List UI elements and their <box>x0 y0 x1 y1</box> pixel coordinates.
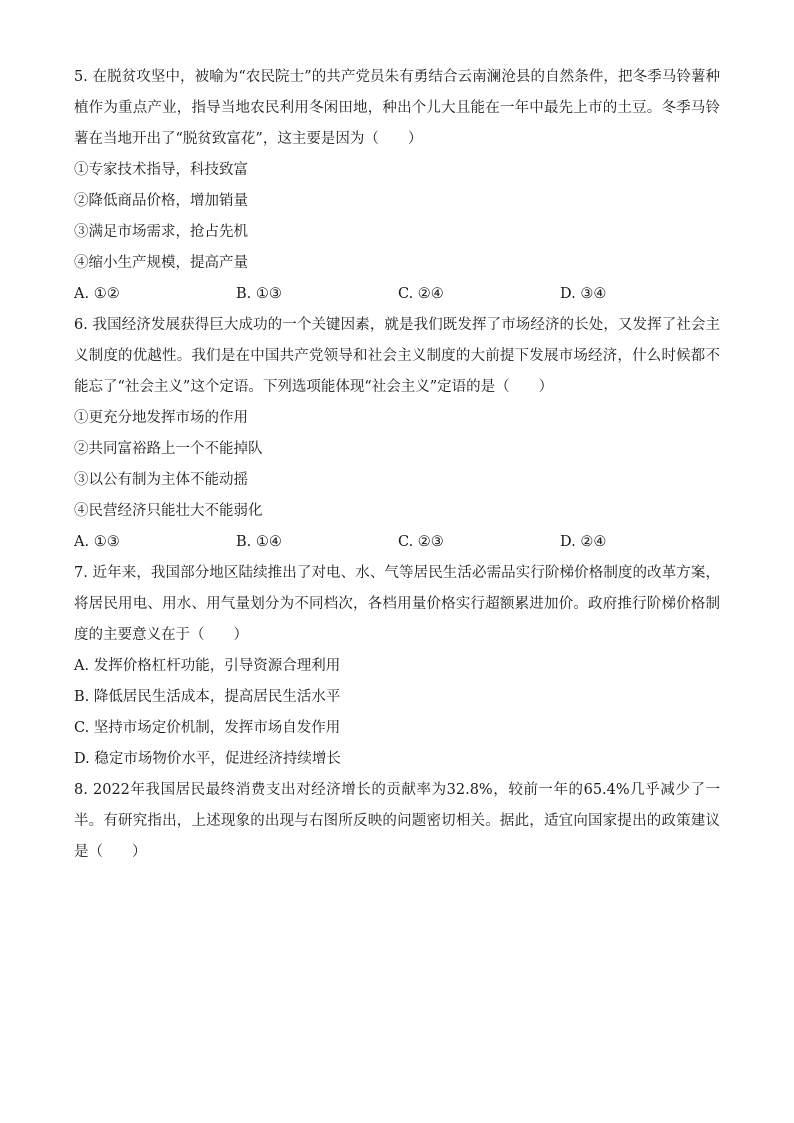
question-6-stem: 6. 我国经济发展获得巨大成功的一个关键因素，就是我们既发挥了市场经济的长处，又发挥了社会主义制度的优越性。我们是在中国共产党领导和社会主义制度的大前提下发展市场经济，什么时候都不能忘了“社会主义”这个定语。下列选项能体现“社会主义”定语的是（ ） <box>74 317 720 395</box>
question-6-options <box>74 527 720 558</box>
question-5 <box>74 62 720 310</box>
question-5-options <box>74 279 720 310</box>
option-c: C. ②④ <box>398 286 444 302</box>
question-5-item-2: ②降低商品价格，增加销量 <box>74 193 248 209</box>
option-b: B. ①③ <box>236 286 282 302</box>
option-d: D. ②④ <box>560 534 607 550</box>
question-7-option-d: D. 稳定市场物价水平，促进经济持续增长 <box>74 751 341 767</box>
question-8 <box>74 775 720 868</box>
option-b: B. ①④ <box>236 534 282 550</box>
question-6-item-3: ③以公有制为主体不能动摇 <box>74 472 248 488</box>
option-a: A. ①② <box>74 286 120 302</box>
question-5-item-4: ④缩小生产规模，提高产量 <box>74 255 248 271</box>
question-6-item-1: ①更充分地发挥市场的作用 <box>74 410 248 426</box>
question-7-stem: 7. 近年来，我国部分地区陆续推出了对电、水、气等居民生活必需品实行阶梯价格制度的改革方案，将居民用电、用水、用气量划分为不同档次，各档用量价格实行超额累进加价。政府推行阶梯价格制度的主要意义在于（ ） <box>74 565 720 643</box>
question-7-option-a: A. 发挥价格杠杆功能，引导资源合理利用 <box>74 658 341 674</box>
option-a: A. ①③ <box>74 534 120 550</box>
question-7 <box>74 558 720 775</box>
option-c: C. ②③ <box>398 534 444 550</box>
exam-page <box>74 62 720 868</box>
question-6-item-2: ②共同富裕路上一个不能掉队 <box>74 441 263 457</box>
question-6 <box>74 310 720 558</box>
question-7-option-c: C. 坚持市场定价机制，发挥市场自发作用 <box>74 720 341 736</box>
question-5-stem: 5. 在脱贫攻坚中，被喻为“农民院士”的共产党员朱有勇结合云南澜沧县的自然条件，把冬季马铃薯种植作为重点产业，指导当地农民利用冬闲田地，种出个儿大且能在一年中最先上市的土豆。冬季马铃薯在当地开出了“脱贫致富花”，这主要是因为（ ） <box>74 69 720 147</box>
question-5-item-3: ③满足市场需求，抢占先机 <box>74 224 248 240</box>
question-7-option-b: B. 降低居民生活成本，提高居民生活水平 <box>74 689 341 705</box>
question-6-item-4: ④民营经济只能壮大不能弱化 <box>74 503 263 519</box>
question-5-item-1: ①专家技术指导，科技致富 <box>74 162 248 178</box>
question-8-stem: 8. 2022年我国居民最终消费支出对经济增长的贡献率为32.8%，较前一年的65.4%几乎减少了一半。有研究指出，上述现象的出现与右图所反映的问题密切相关。据此，适宜向国家提出的政策建议是（ ） <box>74 782 720 860</box>
option-d: D. ③④ <box>560 286 607 302</box>
